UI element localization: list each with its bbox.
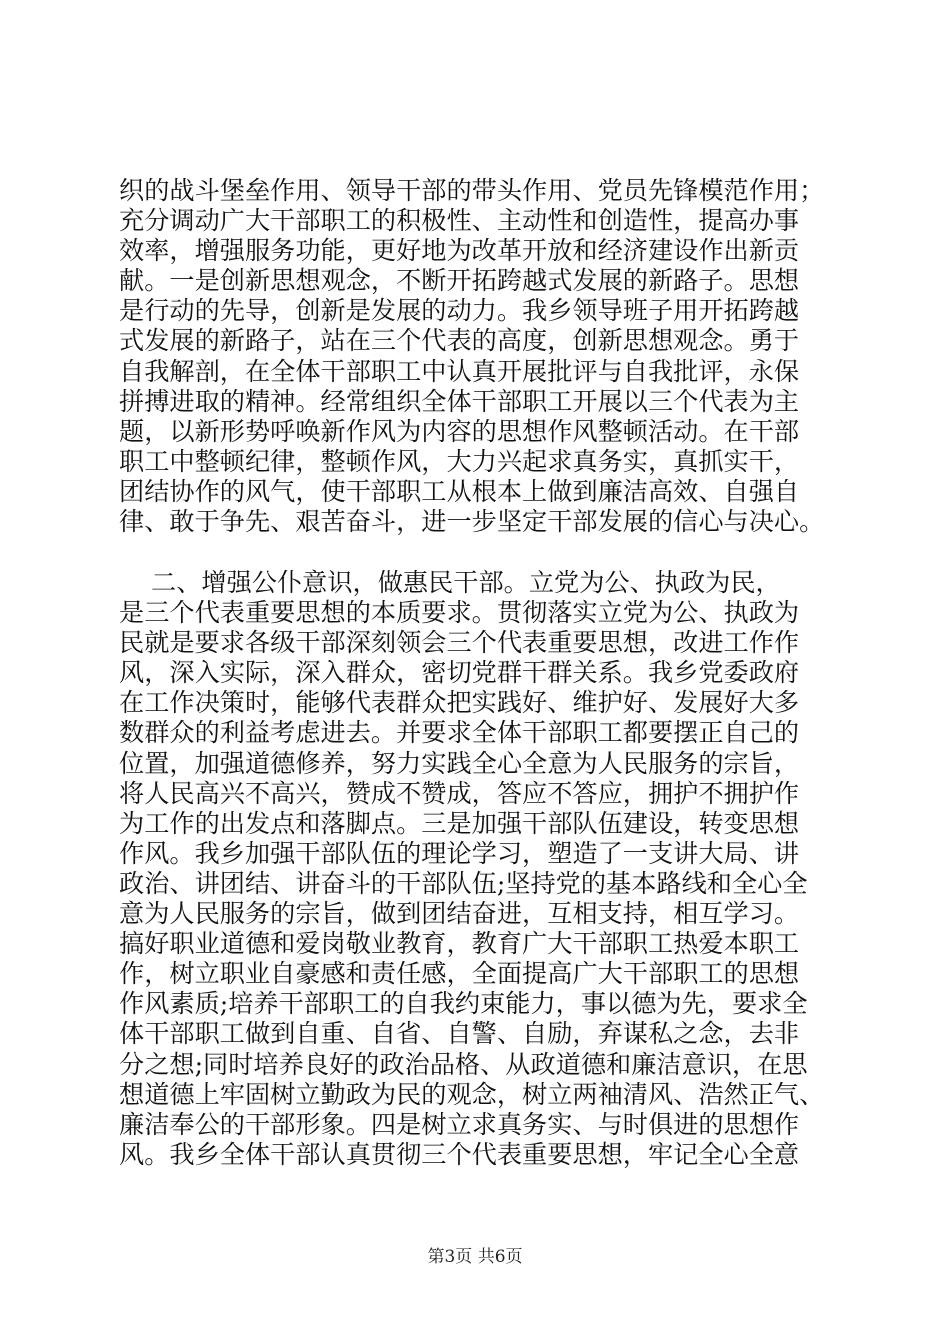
- text-line: 在工作决策时，能够代表群众把实践好、维护好、发展好大多: [119, 688, 800, 718]
- text-line: 分之想;同时培养良好的政治品格、从政道德和廉洁意识，在思: [119, 1049, 808, 1079]
- text-line: 律、敢于争先、艰苦奋斗，进一步坚定干部发展的信心与决心。: [119, 507, 825, 537]
- text-line: 将人民高兴不高兴，赞成不赞成，答应不答应，拥护不拥护作: [119, 778, 800, 808]
- text-line: 作风。我乡加强干部队伍的理论学习，塑造了一支讲大局、讲: [119, 838, 800, 868]
- text-line: 织的战斗堡垒作用、领导干部的带头作用、党员先锋模范作用；: [119, 176, 825, 205]
- text-line: 意为人民服务的宗旨，做到团结奋进，互相支持，相互学习。: [119, 899, 800, 929]
- text-line: 二、增强公仆意识，做惠民干部。立党为公、执政为民，: [119, 568, 781, 597]
- paragraph-1: [119, 176, 859, 537]
- paragraph-2: [119, 568, 859, 1170]
- text-line: 民就是要求各级干部深刻领会三个代表重要思想，改进工作作: [119, 628, 800, 658]
- text-line: 作，树立职业自豪感和责任感，全面提高广大干部职工的思想: [119, 959, 800, 989]
- text-line: 廉洁奉公的干部形象。四是树立求真务实、与时俱进的思想作: [119, 1109, 800, 1139]
- text-line: 自我解剖，在全体干部职工中认真开展批评与自我批评，永保: [119, 356, 800, 386]
- text-line: 位置，加强道德修养，努力实践全心全意为人民服务的宗旨，: [119, 748, 800, 778]
- text-line: 政治、讲团结、讲奋斗的干部队伍;坚持党的基本路线和全心全: [119, 868, 808, 898]
- page-footer: 第3页 共6页: [427, 1247, 523, 1267]
- text-line: 拼搏进取的精神。经常组织全体干部职工开展以三个代表为主: [119, 386, 800, 416]
- text-line: 充分调动广大干部职工的积极性、主动性和创造性，提高办事: [119, 206, 800, 236]
- text-line: 风。我乡全体干部认真贯彻三个代表重要思想，牢记全心全意: [119, 1139, 800, 1169]
- text-line: 作风素质;培养干部职工的自我约束能力，事以德为先，要求全: [119, 989, 808, 1019]
- text-line: 式发展的新路子，站在三个代表的高度，创新思想观念。勇于: [119, 326, 800, 356]
- text-line: 想道德上牢固树立勤政为民的观念，树立两袖清风、浩然正气、: [119, 1079, 825, 1109]
- text-line: 题，以新形势呼唤新作风为内容的思想作风整顿活动。在干部: [119, 416, 800, 446]
- text-line: 风，深入实际，深入群众，密切党群干群关系。我乡党委政府: [119, 658, 800, 688]
- text-line: 是行动的先导，创新是发展的动力。我乡领导班子用开拓跨越: [119, 296, 800, 326]
- text-line: 搞好职业道德和爱岗敬业教育，教育广大干部职工热爱本职工: [119, 929, 800, 959]
- text-line: 是三个代表重要思想的本质要求。贯彻落实立党为公、执政为: [119, 598, 800, 628]
- text-line: 团结协作的风气，使干部职工从根本上做到廉洁高效、自强自: [119, 476, 800, 506]
- text-line: 为工作的出发点和落脚点。三是加强干部队伍建设，转变思想: [119, 808, 800, 838]
- text-line: 数群众的利益考虑进去。并要求全体干部职工都要摆正自己的: [119, 718, 800, 748]
- text-line: 职工中整顿纪律，整顿作风，大力兴起求真务实，真抓实干，: [119, 446, 800, 476]
- text-line: 效率，增强服务功能，更好地为改革开放和经济建设作出新贡: [119, 236, 800, 266]
- text-line: 献。一是创新思想观念，不断开拓跨越式发展的新路子。思想: [119, 266, 800, 296]
- text-line: 体干部职工做到自重、自省、自警、自励，弃谋私之念，去非: [119, 1019, 800, 1049]
